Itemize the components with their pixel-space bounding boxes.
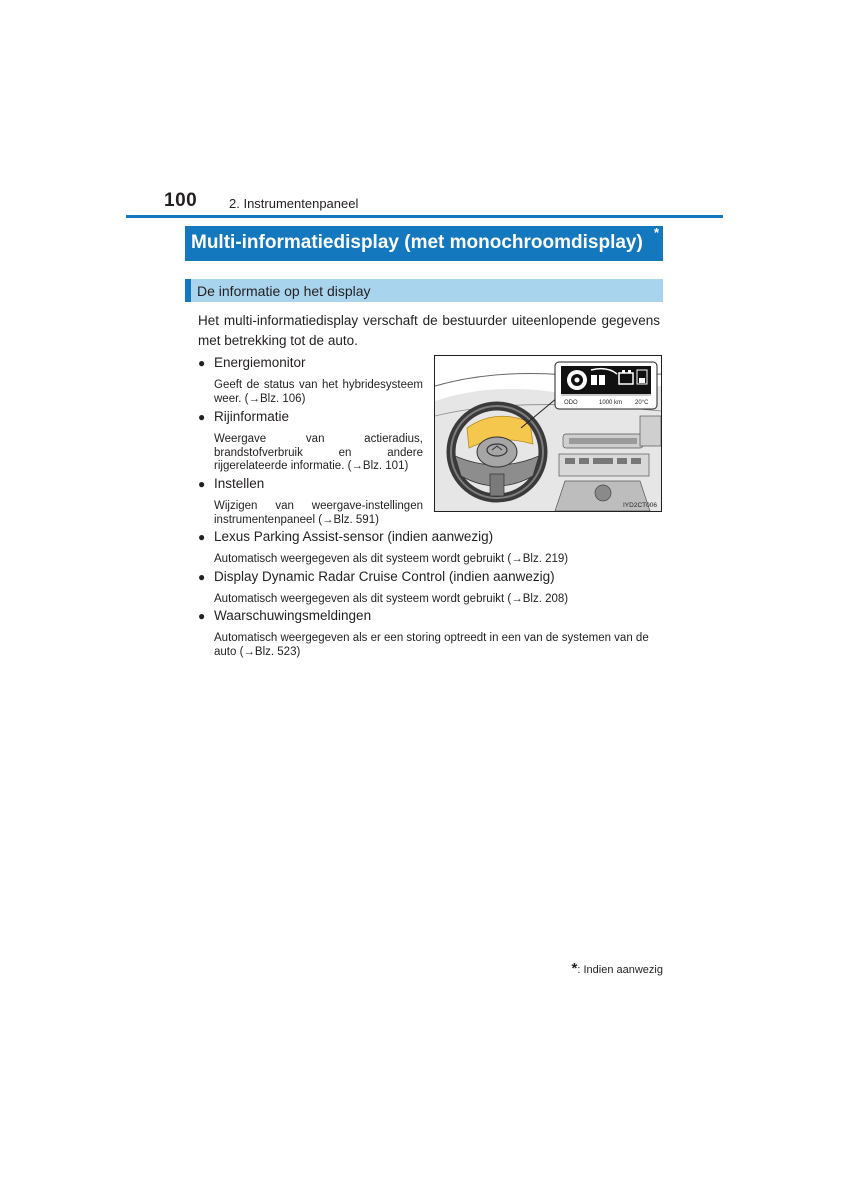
item-desc-energiemonitor: Geeft de status van het hybridesysteem weer. (→Blz. 106) bbox=[214, 379, 423, 405]
bullet-icon: ● bbox=[198, 570, 206, 584]
item-desc-instellen: Wijzigen van weergave-instellingen instrumentenpaneel (→Blz. 591) bbox=[214, 500, 423, 526]
item-desc-parking-assist: Automatisch weergegeven als dit systeem wordt gebruikt (→Blz. 219) bbox=[214, 553, 569, 565]
item-label-waarschuwingen: Waarschuwingsmeldingen bbox=[214, 608, 372, 623]
item-desc-radar-cruise: Automatisch weergegeven als dit systeem wordt gebruikt (→Blz. 208) bbox=[214, 593, 569, 605]
bullet-icon: ● bbox=[198, 609, 206, 623]
footnote bbox=[572, 960, 663, 977]
item-desc-waarschuwingen: Automatisch weergegeven als er een storing optreedt in een van de systemen van de auto (→Blz. 523) bbox=[214, 632, 649, 658]
footnote-text: : Indien aanwezig bbox=[577, 964, 663, 976]
display-odo-label: ODO bbox=[564, 400, 578, 406]
subsection-title: De informatie op het display bbox=[197, 283, 371, 299]
subsection-accent bbox=[185, 279, 191, 302]
item-label-instellen: Instellen bbox=[214, 476, 265, 491]
display-temperature-value: 20°C bbox=[635, 400, 649, 406]
bullet-icon: ● bbox=[198, 356, 206, 370]
header-rule bbox=[126, 215, 723, 218]
item-label-parking-assist: Lexus Parking Assist-sensor (indien aanwezig) bbox=[214, 529, 494, 544]
bullet-icon: ● bbox=[198, 410, 206, 424]
item-label-rijinformatie: Rijinformatie bbox=[214, 409, 290, 424]
item-label-radar-cruise: Display Dynamic Radar Cruise Control (indien aanwezig) bbox=[214, 569, 555, 584]
item-desc-rijinformatie: Weergave van actieradius, brandstofverbruik en andere rijgerelateerde informatie. (→Blz. 101) bbox=[214, 433, 423, 472]
page-number: 100 bbox=[164, 190, 198, 211]
bullet-icon: ● bbox=[198, 477, 206, 491]
item-label-energiemonitor: Energiemonitor bbox=[214, 355, 306, 370]
dashboard-illustration bbox=[434, 355, 662, 512]
title-footnote-mark: * bbox=[654, 225, 660, 240]
footnote-mark: * bbox=[571, 960, 578, 977]
figure-code: IYD2CT006 bbox=[623, 502, 657, 509]
bullet-icon: ● bbox=[198, 530, 206, 544]
intro-paragraph: Het multi-informatiedisplay verschaft de bestuurder uiteenlopende gegevens met betrekking tot de auto. bbox=[198, 313, 660, 348]
section-title: Multi-informatiedisplay (met monochroomdisplay) bbox=[191, 232, 643, 253]
display-distance-value: 1000 km bbox=[599, 400, 623, 406]
chapter-title: 2. Instrumentenpaneel bbox=[229, 196, 359, 211]
